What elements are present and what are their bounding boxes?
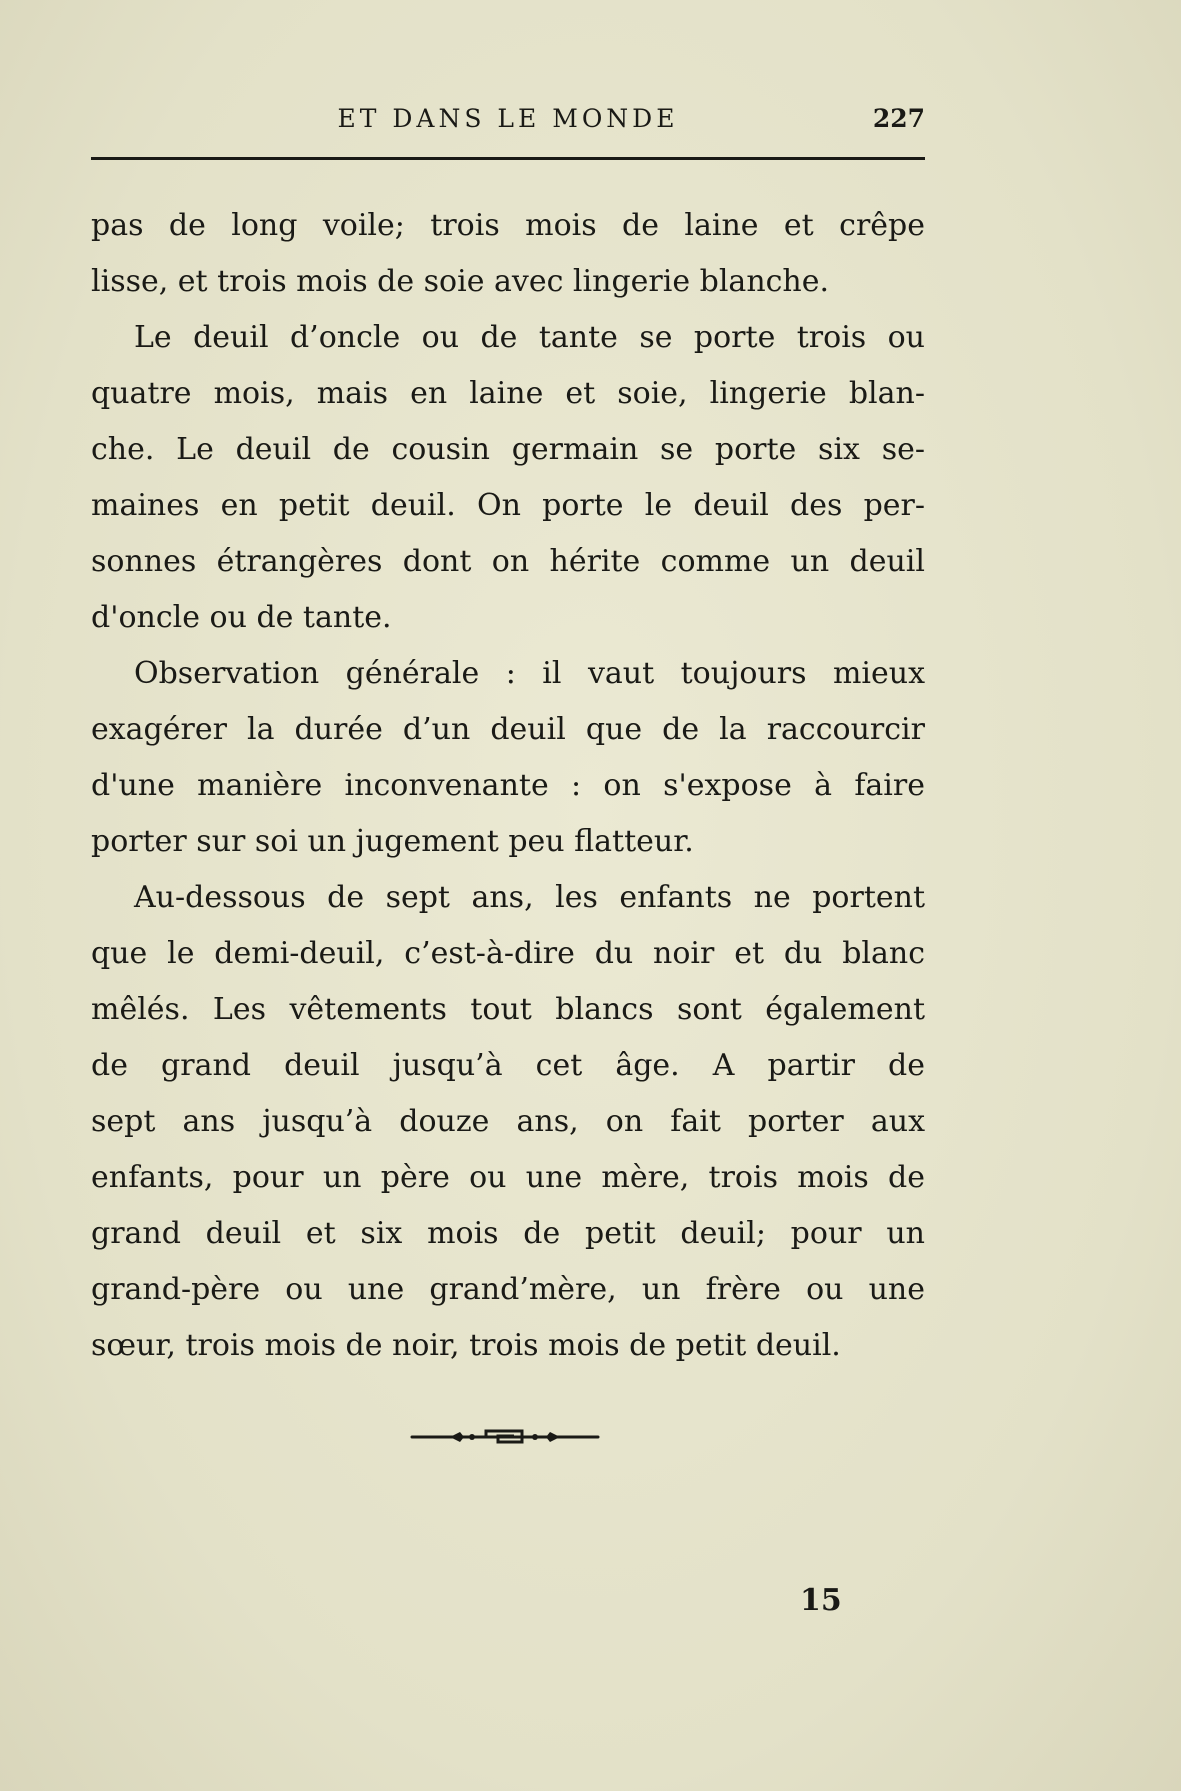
text-line: grand deuil et six mois de petit deuil; pour un bbox=[91, 1216, 925, 1251]
page-number: 227 bbox=[872, 104, 925, 133]
text-line: sonnes étrangères dont on hérite comme un deuil bbox=[91, 544, 925, 579]
signature-mark: 15 bbox=[800, 1583, 842, 1618]
paragraph bbox=[91, 310, 925, 646]
text-line: Observation générale : il vaut toujours mieux bbox=[134, 656, 925, 691]
running-title: ET DANS LE MONDE bbox=[337, 104, 679, 133]
text-line: d'oncle ou de tante. bbox=[91, 600, 392, 635]
text-line: pas de long voile; trois mois de laine et crêpe bbox=[91, 208, 925, 243]
text-line: Le deuil d’oncle ou de tante se porte trois ou bbox=[134, 320, 925, 355]
header-rule bbox=[91, 157, 925, 160]
text-line: mêlés. Les vêtements tout blancs sont également bbox=[91, 992, 925, 1027]
paragraph bbox=[91, 870, 925, 1374]
text-line: che. Le deuil de cousin germain se porte six se- bbox=[91, 432, 925, 467]
paragraph bbox=[91, 198, 925, 310]
text-line: sœur, trois mois de noir, trois mois de petit deuil. bbox=[91, 1328, 841, 1363]
text-line: porter sur soi un jugement peu flatteur. bbox=[91, 824, 694, 859]
text-line: que le demi-deuil, c’est-à-dire du noir et du blanc bbox=[91, 936, 925, 971]
running-header bbox=[91, 100, 925, 136]
paragraph bbox=[91, 646, 925, 870]
text-line: grand-père ou une grand’mère, un frère ou une bbox=[91, 1272, 925, 1307]
text-line: Au-dessous de sept ans, les enfants ne portent bbox=[134, 880, 925, 915]
ornament-divider-icon bbox=[410, 1428, 600, 1446]
text-line: sept ans jusqu’à douze ans, on fait porter aux bbox=[91, 1104, 925, 1139]
text-line: exagérer la durée d’un deuil que de la raccourcir bbox=[91, 712, 925, 747]
text-line: maines en petit deuil. On porte le deuil des per- bbox=[91, 488, 925, 523]
text-line: d'une manière inconvenante : on s'expose à faire bbox=[91, 768, 925, 803]
text-line: lisse, et trois mois de soie avec lingerie blanche. bbox=[91, 264, 830, 299]
text-line: de grand deuil jusqu’à cet âge. A partir de bbox=[91, 1048, 925, 1083]
text-line: quatre mois, mais en laine et soie, lingerie blan- bbox=[91, 376, 925, 411]
body-text bbox=[91, 198, 925, 1374]
text-line: enfants, pour un père ou une mère, trois mois de bbox=[91, 1160, 925, 1195]
